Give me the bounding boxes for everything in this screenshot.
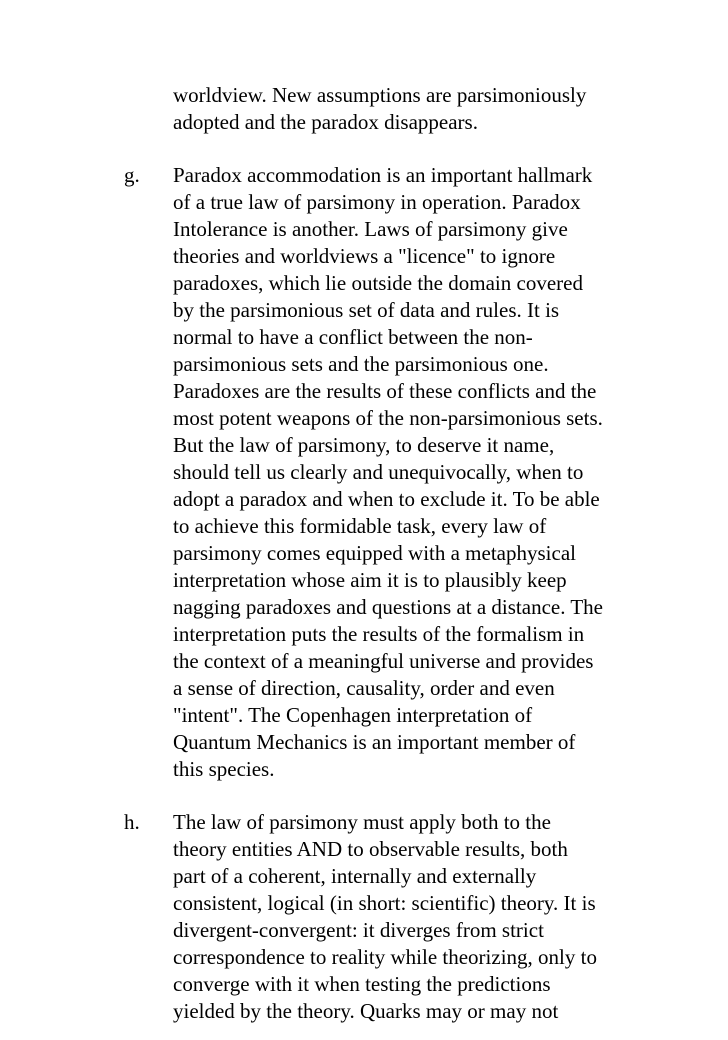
list-marker: g.: [124, 163, 140, 187]
text-line: of a true law of parsimony in operation. Paradox: [173, 190, 581, 214]
text-line: Intolerance is another. Laws of parsimony give: [173, 217, 568, 241]
text-line: "intent". The Copenhagen interpretation of: [173, 703, 533, 727]
text-line: Paradox accommodation is an important hallmark: [173, 163, 593, 187]
text-line: a sense of direction, causality, order and even: [173, 676, 555, 700]
text-line: interpretation puts the results of the formalism in: [173, 622, 585, 646]
text-line: theories and worldviews a "licence" to ignore: [173, 244, 556, 268]
text-line: Quantum Mechanics is an important member of: [173, 730, 576, 754]
text-line: yielded by the theory. Quarks may or may not: [173, 999, 559, 1023]
text-line: normal to have a conflict between the non-: [173, 325, 533, 349]
text-line: part of a coherent, internally and externally: [173, 864, 537, 888]
text-line: nagging paradoxes and questions at a distance. The: [173, 595, 603, 619]
list-marker: h.: [124, 810, 140, 834]
text-line: converge with it when testing the predictions: [173, 972, 551, 996]
text-line: parsimonious sets and the parsimonious one.: [173, 352, 549, 376]
text-line: But the law of parsimony, to deserve it name,: [173, 433, 555, 457]
text-line: consistent, logical (in short: scientific) theory. It is: [173, 891, 596, 915]
text-line: should tell us clearly and unequivocally, when to: [173, 460, 584, 484]
text-line: The law of parsimony must apply both to the: [173, 810, 551, 834]
text-line: interpretation whose aim it is to plausibly keep: [173, 568, 567, 592]
text-line: theory entities AND to observable results, both: [173, 837, 568, 861]
text-line: most potent weapons of the non-parsimonious sets.: [173, 406, 603, 430]
text-line: this species.: [173, 757, 275, 781]
text-line: by the parsimonious set of data and rules. It is: [173, 298, 560, 322]
text-line: adopted and the paradox disappears.: [173, 110, 478, 134]
text-line: parsimony comes equipped with a metaphysical: [173, 541, 576, 565]
text-line: to achieve this formidable task, every law of: [173, 514, 547, 538]
text-line: Paradoxes are the results of these conflicts and the: [173, 379, 597, 403]
text-line: adopt a paradox and when to exclude it. To be able: [173, 487, 600, 511]
text-line: paradoxes, which lie outside the domain covered: [173, 271, 583, 295]
text-line: worldview. New assumptions are parsimoniously: [173, 83, 587, 107]
text-line: correspondence to reality while theorizing, only to: [173, 945, 597, 969]
text-line: the context of a meaningful universe and provides: [173, 649, 594, 673]
text-line: divergent-convergent: it diverges from strict: [173, 918, 544, 942]
